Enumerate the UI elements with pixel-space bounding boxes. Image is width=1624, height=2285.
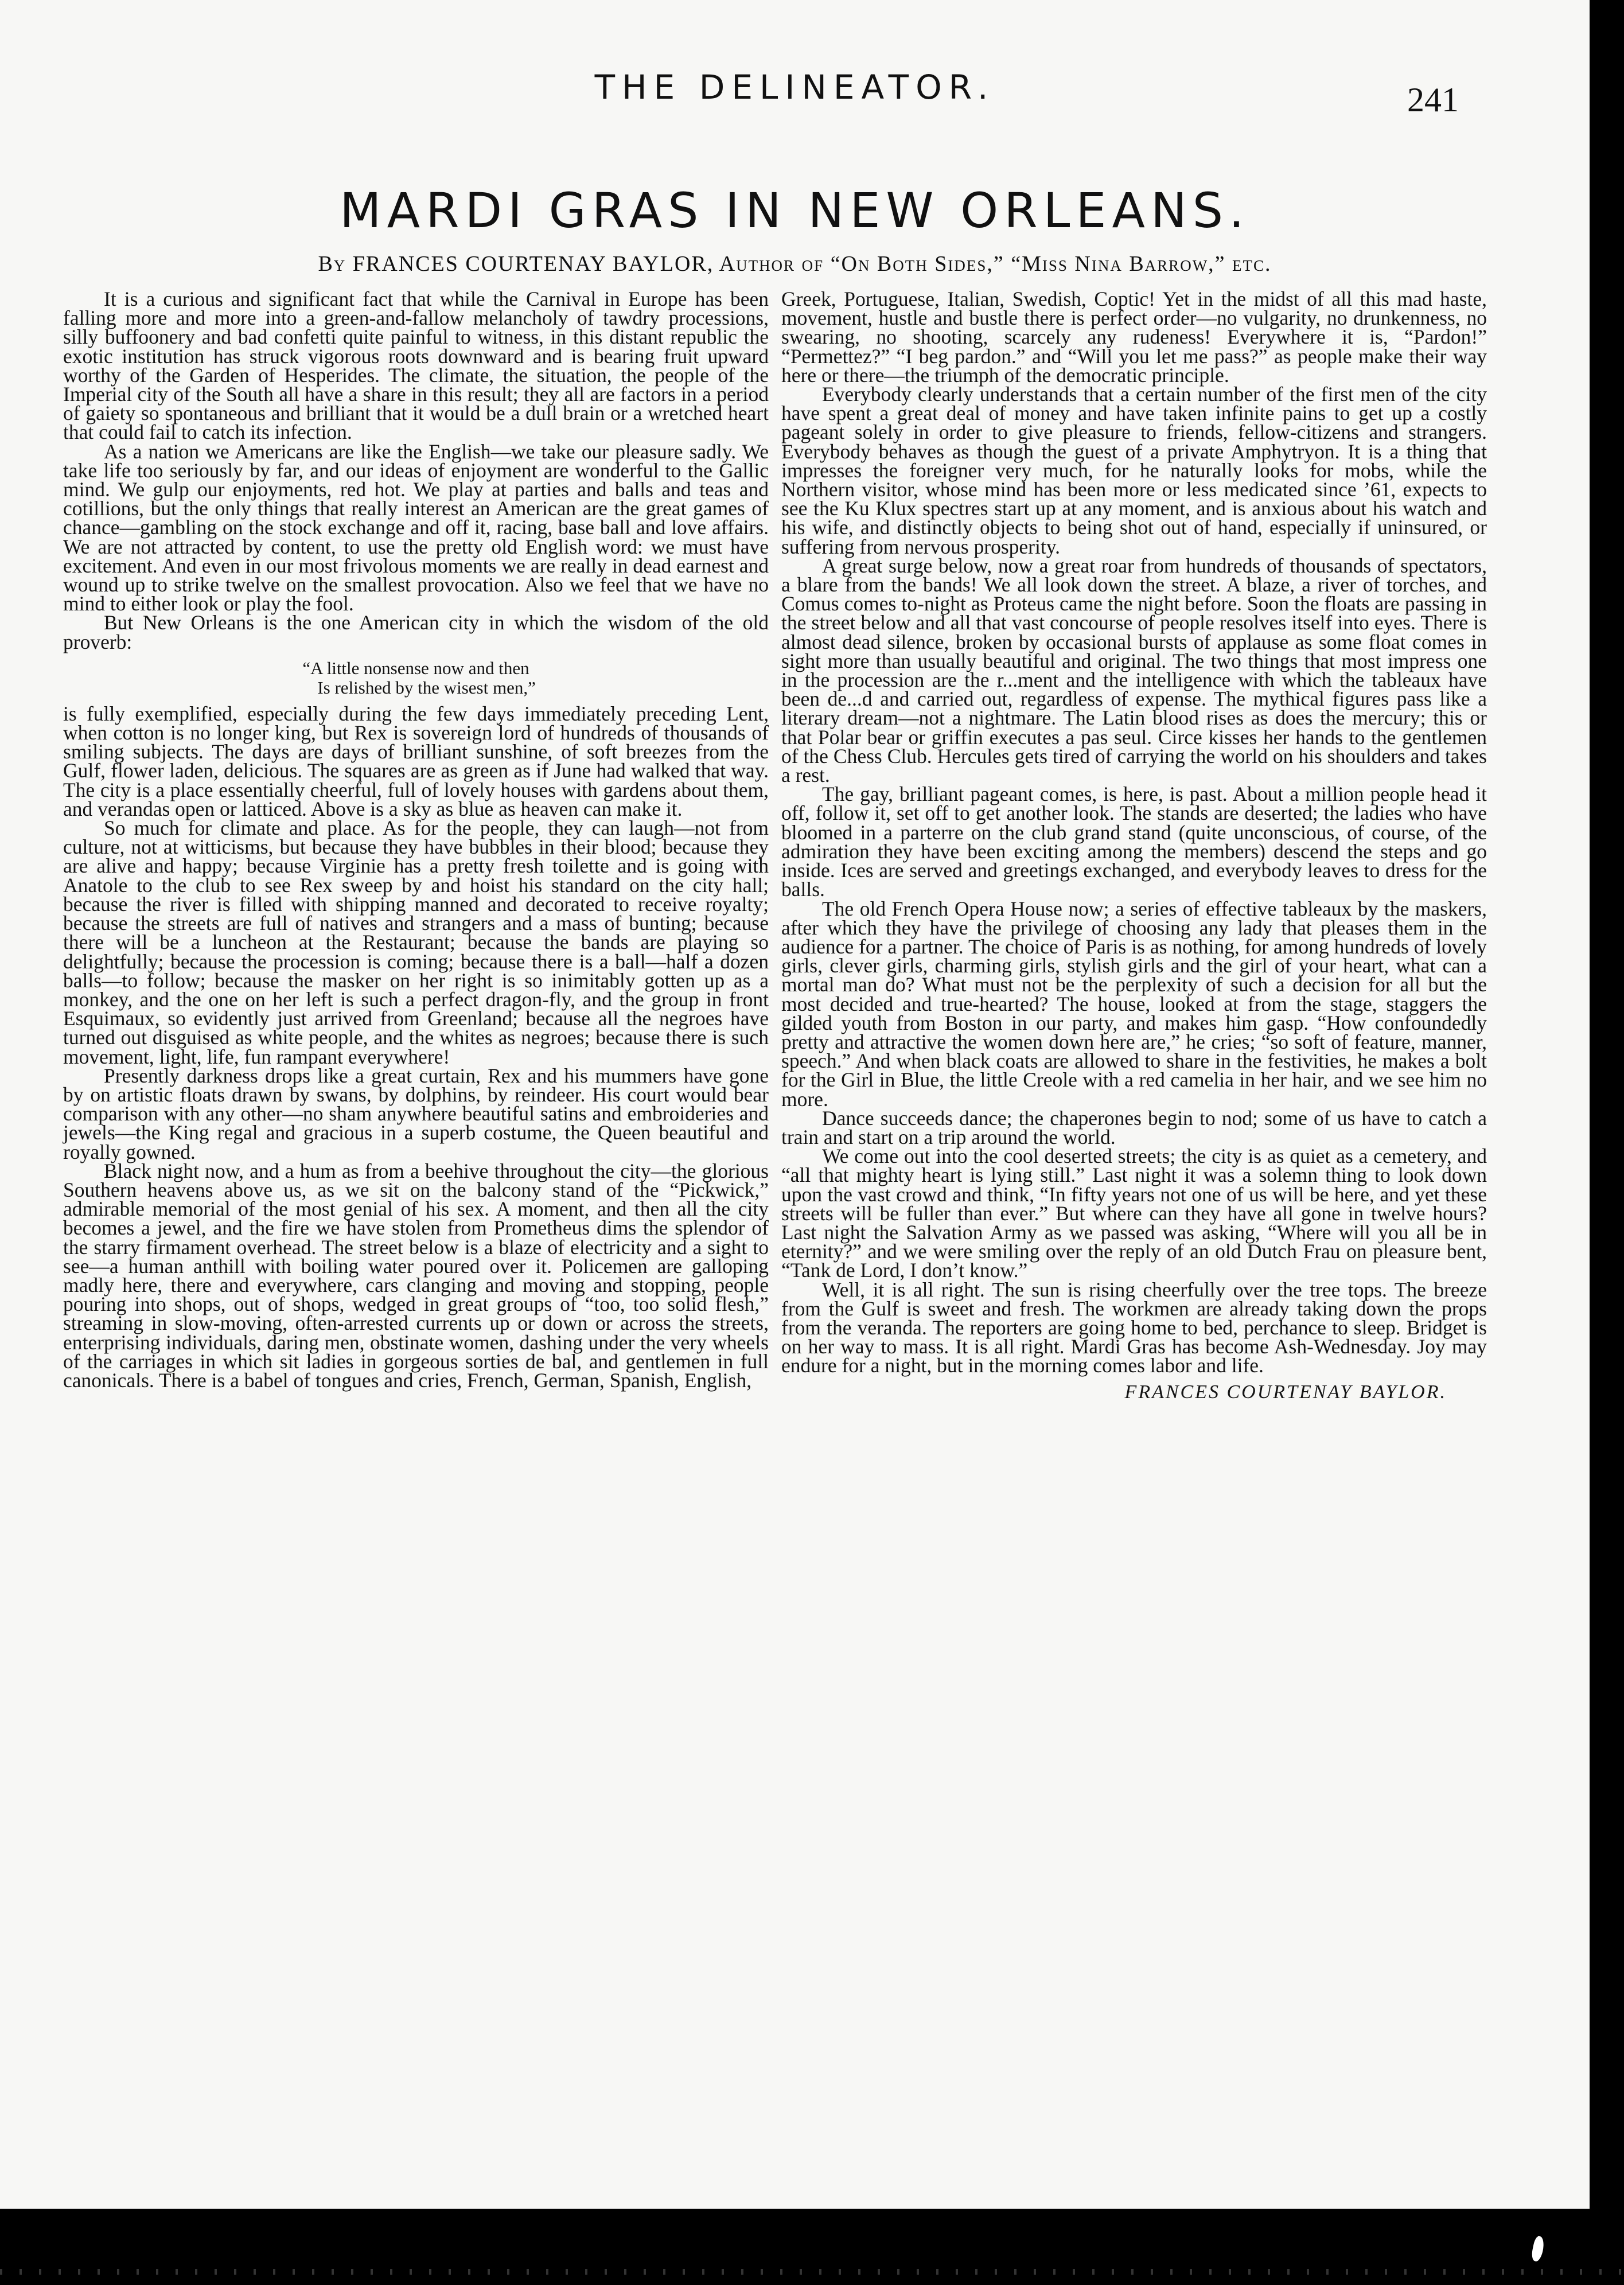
paragraph: But New Orleans is the one American city in which the wisdom of the old proverb: bbox=[63, 611, 769, 653]
paragraph: As a nation we Americans are like the English—we take our pleasure sadly. We take life too seriously by far, and our ideas of enjoyment are wonderful to the Gallic mind. We gulp our enjoyments, red hot. We play at parties and balls and teas and cotillions, but the only things that really interest an American are the great games of chance—gambling on the stock exchange and off it, racing, base ball and love affairs. We are not attracted by content, to use the pretty old English word: we must have excitement. And even in our most frivolous moments we are really in dead earnest and wound up to strike twelve on the smallest provocation. Also we feel that we have no mind to either look or play the fool. bbox=[63, 439, 769, 616]
verse-line: “A little nonsense now and then bbox=[302, 657, 529, 678]
paragraph: Greek, Portuguese, Italian, Swedish, Coptic! Yet in the midst of all this mad haste, movement, hustle and bustle there is perfect order—no vulgarity, no drunkenness, no swearing, no shooting, scarcely any rudeness! Everywhere it is, “Pardon!” “Permettez?” “I beg pardon.” and “Will you let me pass?” as people make their way here or there—the triumph of the democratic principle. bbox=[781, 287, 1487, 387]
verse-line: Is relished by the wisest men,” bbox=[317, 677, 536, 698]
paragraph: So much for climate and place. As for the people, they can laugh—not from culture, not at witticisms, but because they have bubbles in their blood; because they are alive and happy; because Virginie has a pretty fresh toilette and is going with Anatole to the club to see Rex sweep by and hoist his standard on the city hall; because the river is filled with shipping manned and decorated to receive royalty; because the streets are full of natives and strangers and a mass of bunting; because there will be a luncheon at the Restaurant; because the bands are playing so delightfully; because the procession is coming; because there is a ball—half a dozen balls—to follow; because the masker on her right is so inimitably gotten up as a monkey, and the one on her left is such a perfect dragon-fly, and the group in front Esquimaux, so evidently just arrived from Greenland; because all the negroes have turned out disguised as white people, and the whites as negroes; because there is such movement, light, life, fun rampant everywhere! bbox=[63, 816, 769, 1068]
paragraph: Well, it is all right. The sun is rising cheerfully over the tree tops. The breeze from the Gulf is sweet and fresh. The workmen are already taking down the props from the veranda. The reporters are going home to bed, perchance to sleep. Bridget is on her way to mass. It is all right. Mardi Gras has become Ash-Wednesday. Joy may endure for a night, but in the morning comes labor and life. bbox=[781, 1278, 1487, 1377]
paragraph: It is a curious and significant fact that while the Carnival in Europe has been falling more and more into a green-and-fallow melancholy of tawdry processions, silly buffoonery and bad confetti quite painful to witness, in this distant republic the exotic institution has struck vigorous roots downward and is bearing fruit upward worthy of the Garden of Hesperides. The climate, the situation, the people of the Imperial city of the South all have a share in this result; they all are factors in a period of gaiety so spontaneous and brilliant that it would be a dull brain or a wretched heart that could fail to catch its infection. bbox=[63, 287, 769, 444]
paragraph: The gay, brilliant pageant comes, is here, is past. About a million people head it off, follow it, set off to get another look. The stands are deserted; the ladies who have bloomed in a parterre on the club grand stand (quite unconscious, of course, of the admiration they have been exciting among the members) descend the steps and go inside. Ices are served and greetings exchanged, and everybody leaves to dress for the balls. bbox=[781, 783, 1487, 901]
scan-bleed-marks bbox=[0, 2269, 1624, 2275]
paragraph: Presently darkness drops like a great curtain, Rex and his mummers have gone by on artistic floats drawn by swans, by dolphins, by reindeer. His court would bear comparison with any other—no sham anywhere beautiful satins and embroideries and jewels—the King regal and gracious in a superb costume, the Queen beautiful and royally gowned. bbox=[63, 1064, 769, 1163]
paragraph: We come out into the cool deserted streets; the city is as quiet as a cemetery, and “all that mighty heart is lying still.” Last night it was a solemn thing to look down upon the vast crowd and think, “In fifty years not one of us will be here, and yet these streets will be fuller than ever.” But where can they have all gone in twelve hours? Last night the Salvation Army as we passed was asking, “Where will you all be in eternity?” and we were smiling over the reply of an old Dutch Frau on pleasure bent, “Tank de Lord, I don’t know.” bbox=[781, 1145, 1487, 1282]
right-column bbox=[781, 287, 1487, 1403]
paragraph: Dance succeeds dance; the chaperones begin to nod; some of us have to catch a train and start on a trip around the world. bbox=[781, 1106, 1487, 1149]
author-signature: FRANCES COURTENAY BAYLOR. bbox=[1124, 1381, 1447, 1403]
article-byline: By FRANCES COURTENAY BAYLOR, Author of “On Both Sides,” “Miss Nina Barrow,” etc. bbox=[318, 252, 1272, 276]
paragraph: Everybody clearly understands that a certain number of the first men of the city have spent a great deal of money and have taken infinite pains to get up a costly pageant solely in order to give pleasure to friends, fellow-citizens and strangers. Everybody behaves as though the guest of a private Amphytryon. It is a thing that impresses the foreigner very much, for he naturally looks for mobs, while the Northern visitor, whose mind has been more or less medicated since ’61, expects to see the Ku Klux spectres start up at any moment, and is anxious about his watch and his wife, and distinctly objects to being shot out of hand, especially if uninsured, or suffering from nervous prosperity. bbox=[781, 383, 1487, 558]
article-title: MARDI GRAS IN NEW ORLEANS. bbox=[340, 182, 1250, 239]
paragraph: The old French Opera House now; a series of effective tableaux by the maskers, after which they have the privilege of choosing any lady that pleases them in the audience for a partner. The choice of Paris is as nothing, for among hundreds of lovely girls, clever girls, charming girls, stylish girls and the girl of your heart, what can a mortal man do? What must not be the perplexity of such a decision for all but the most decided and true-hearted? The house, looked at from the stage, staggers the gilded youth from Boston in our party, and makes him gasp. “How confoundedly pretty and attractive the women down here are,” he cries; “so soft of feature, manner, speech.” And when black coats are allowed to share in the festivities, he makes a bolt for the Girl in Blue, the little Creole with a red camelia in her hair, and we see him no more. bbox=[781, 897, 1487, 1111]
paragraph: Black night now, and a hum as from a beehive throughout the city—the glorious Southern heavens above us, as we sit on the balcony stand of the “Pickwick,” admirable memorial of the most genial of his sex. A moment, and then all the city becomes a jewel, and the fire we have stolen from Prometheus dims the splendor of the starry firmament overhead. The street below is a blaze of electricity and a sight to see—a human anthill with boiling water poured over it. Policemen are galloping madly here, there and everywhere, cars clanging and moving and stopping, people pouring into shops, out of shops, wedged in great groups of “too, too solid flesh,” streaming in slow-moving, often-arrested currents up or down or across the streets, enterprising individuals, daring men, obstinate women, dashing under the very wheels of the carriages in which sit ladies in gorgeous sorties de bal, and gentlemen in full canonicals. There is a babel of tongues and cries, French, German, Spanish, English, bbox=[63, 1159, 769, 1392]
running-head: THE DELINEATOR. bbox=[594, 68, 995, 107]
proverb-quote bbox=[63, 659, 769, 698]
page-number: 241 bbox=[1407, 81, 1459, 119]
paragraph: is fully exemplified, especially during the few days immediately preceding Lent, when cotton is no longer king, but Rex is sovereign lord of hundreds of thousands of smiling subjects. The days are days of brilliant sunshine, of soft breezes from the Gulf, flower laden, delicious. The squares are as green as if June had walked that way. The city is a place essentially cheerful, full of lovely houses with gardens about them, and verandas open or latticed. Above is a sky as blue as heaven can make it. bbox=[63, 702, 769, 820]
paragraph: A great surge below, now a great roar from hundreds of thousands of spectators, a blare from the bands! We all look down the street. A blaze, a river of torches, and Comus comes to-night as Proteus came the night before. Soon the floats are passing in the street below and all that vast concourse of people resolves itself into eyes. There is almost dead silence, broken by occasional bursts of applause as some float comes in sight more than usually beautiful and original. The two things that most impress one in the procession are the r...ment and the intelligence with which the tableaux have been de...d and carried out, regardless of expense. The mythical figures pass like a literary dream—not a nightmare. The Latin blood rises as does the mercury; this or that Polar bear or griffin executes a pas seul. Circe kisses her hands to the gentlemen of the Chess Club. Hercules gets tired of carrying the world on his shoulders and takes a rest. bbox=[781, 554, 1487, 787]
left-column bbox=[63, 287, 769, 1392]
scan-edge-right bbox=[1590, 0, 1624, 2209]
